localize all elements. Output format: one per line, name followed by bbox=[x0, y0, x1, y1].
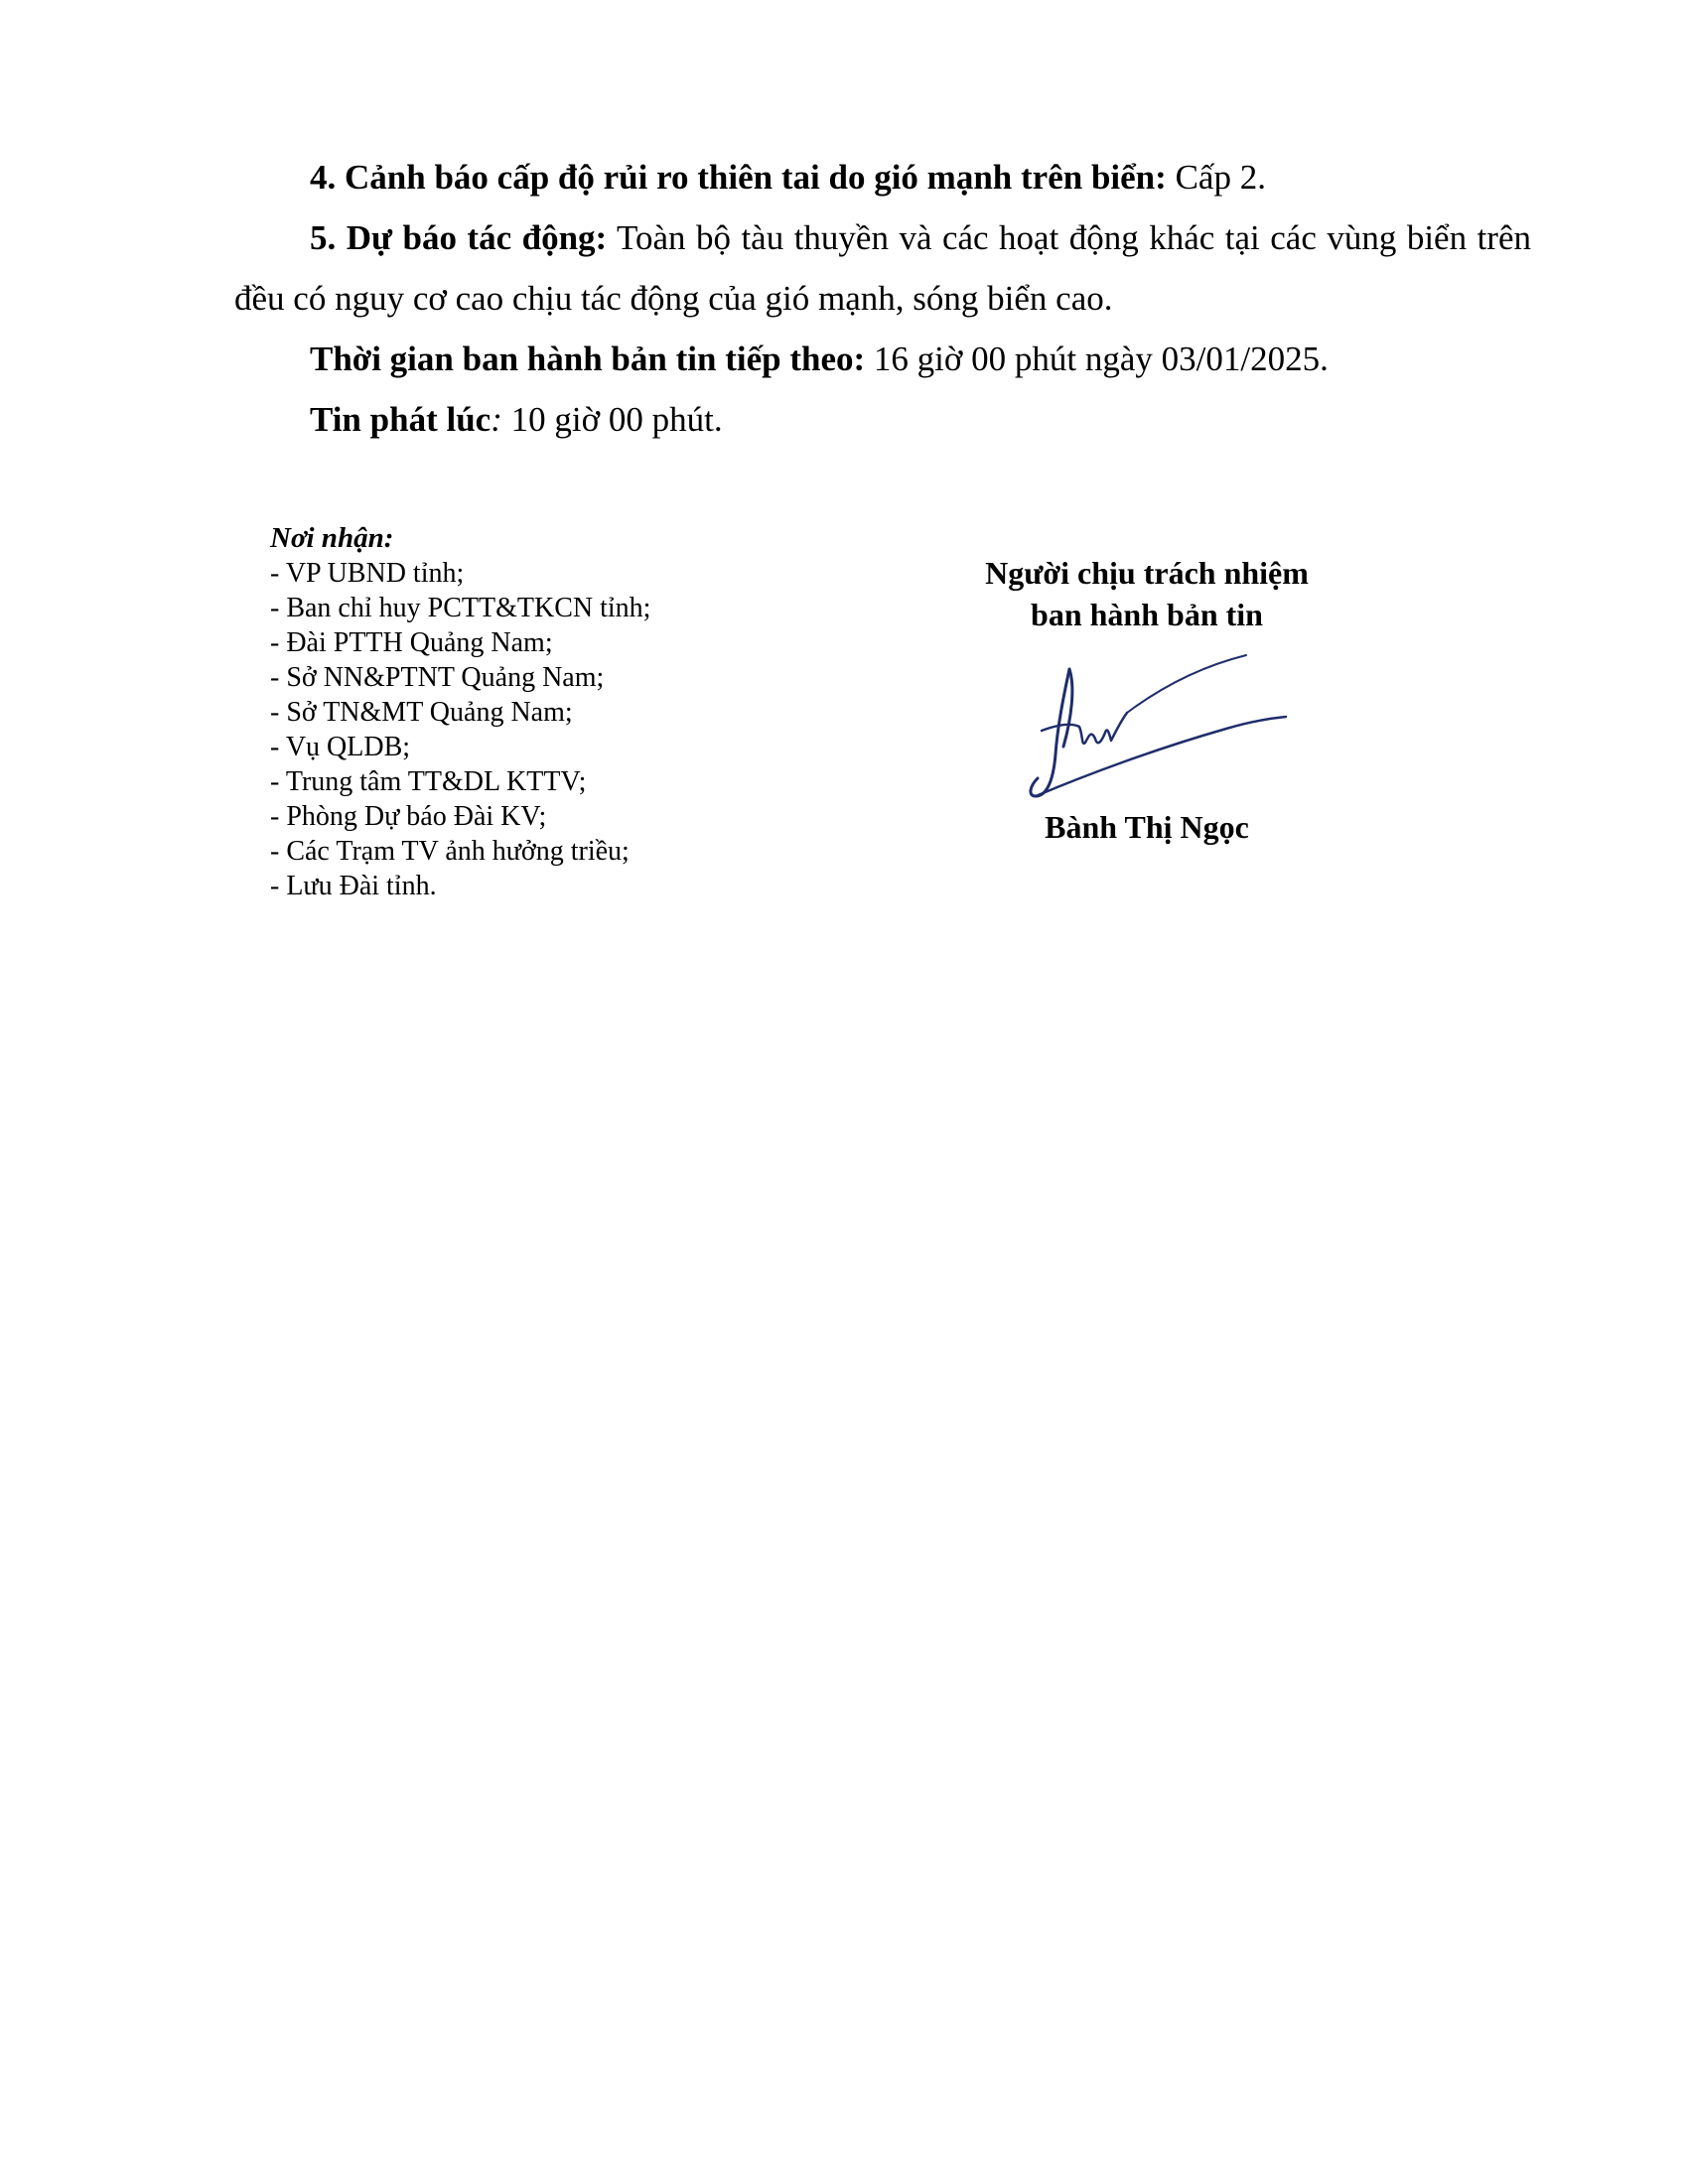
recipient-item: - VP UBND tỉnh; bbox=[270, 558, 465, 589]
recipients-block bbox=[270, 520, 826, 903]
issued-at-colon: : bbox=[491, 400, 502, 439]
signer-name: Bành Thị Ngọc bbox=[1045, 809, 1249, 845]
risk-level-label: 4. Cảnh báo cấp độ rủi ro thiên tai do gió mạnh trên biển: bbox=[310, 158, 1167, 197]
recipient-item: - Vụ QLDB; bbox=[270, 732, 411, 762]
recipient-item: - Phòng Dự báo Đài KV; bbox=[270, 801, 547, 832]
risk-level-value: Cấp 2. bbox=[1166, 158, 1266, 197]
recipients-list bbox=[270, 556, 826, 903]
issued-at-paragraph bbox=[310, 389, 1531, 450]
signer-role-line2: ban hành bản tin bbox=[1031, 597, 1263, 632]
recipient-item: - Sở TN&MT Quảng Nam; bbox=[270, 697, 573, 728]
risk-level-paragraph bbox=[310, 147, 1531, 207]
issued-at-label: Tin phát lúc bbox=[310, 400, 492, 439]
impact-forecast-text: Toàn bộ tàu thuyền và các hoạt động khác tại các vùng biển trên đều có nguy cơ cao chịu tác động của gió mạnh, sóng biển cao. bbox=[234, 218, 1531, 318]
handwritten-signature bbox=[998, 647, 1296, 806]
recipient-item: - Các Trạm TV ảnh hưởng triều; bbox=[270, 836, 630, 867]
recipient-item: - Trung tâm TT&DL KTTV; bbox=[270, 766, 587, 797]
signer-role-line1: Người chịu trách nhiệm bbox=[985, 555, 1309, 591]
recipients-heading: Nơi nhận: bbox=[270, 522, 394, 554]
signer-block bbox=[928, 552, 1365, 848]
recipient-item: - Ban chỉ huy PCTT&TKCN tỉnh; bbox=[270, 593, 651, 623]
impact-forecast-paragraph bbox=[234, 207, 1531, 329]
recipient-item: - Đài PTTH Quảng Nam; bbox=[270, 627, 553, 658]
issued-at-value: 10 giờ 00 phút. bbox=[501, 400, 723, 439]
recipient-item: - Lưu Đài tỉnh. bbox=[270, 871, 437, 901]
next-issue-label: Thời gian ban hành bản tin tiếp theo: bbox=[310, 340, 866, 378]
next-issue-value: 16 giờ 00 phút ngày 03/01/2025. bbox=[865, 340, 1329, 378]
impact-forecast-label: 5. Dự báo tác động: bbox=[310, 218, 608, 257]
recipient-item: - Sở NN&PTNT Quảng Nam; bbox=[270, 662, 605, 693]
next-issue-paragraph bbox=[310, 329, 1531, 389]
